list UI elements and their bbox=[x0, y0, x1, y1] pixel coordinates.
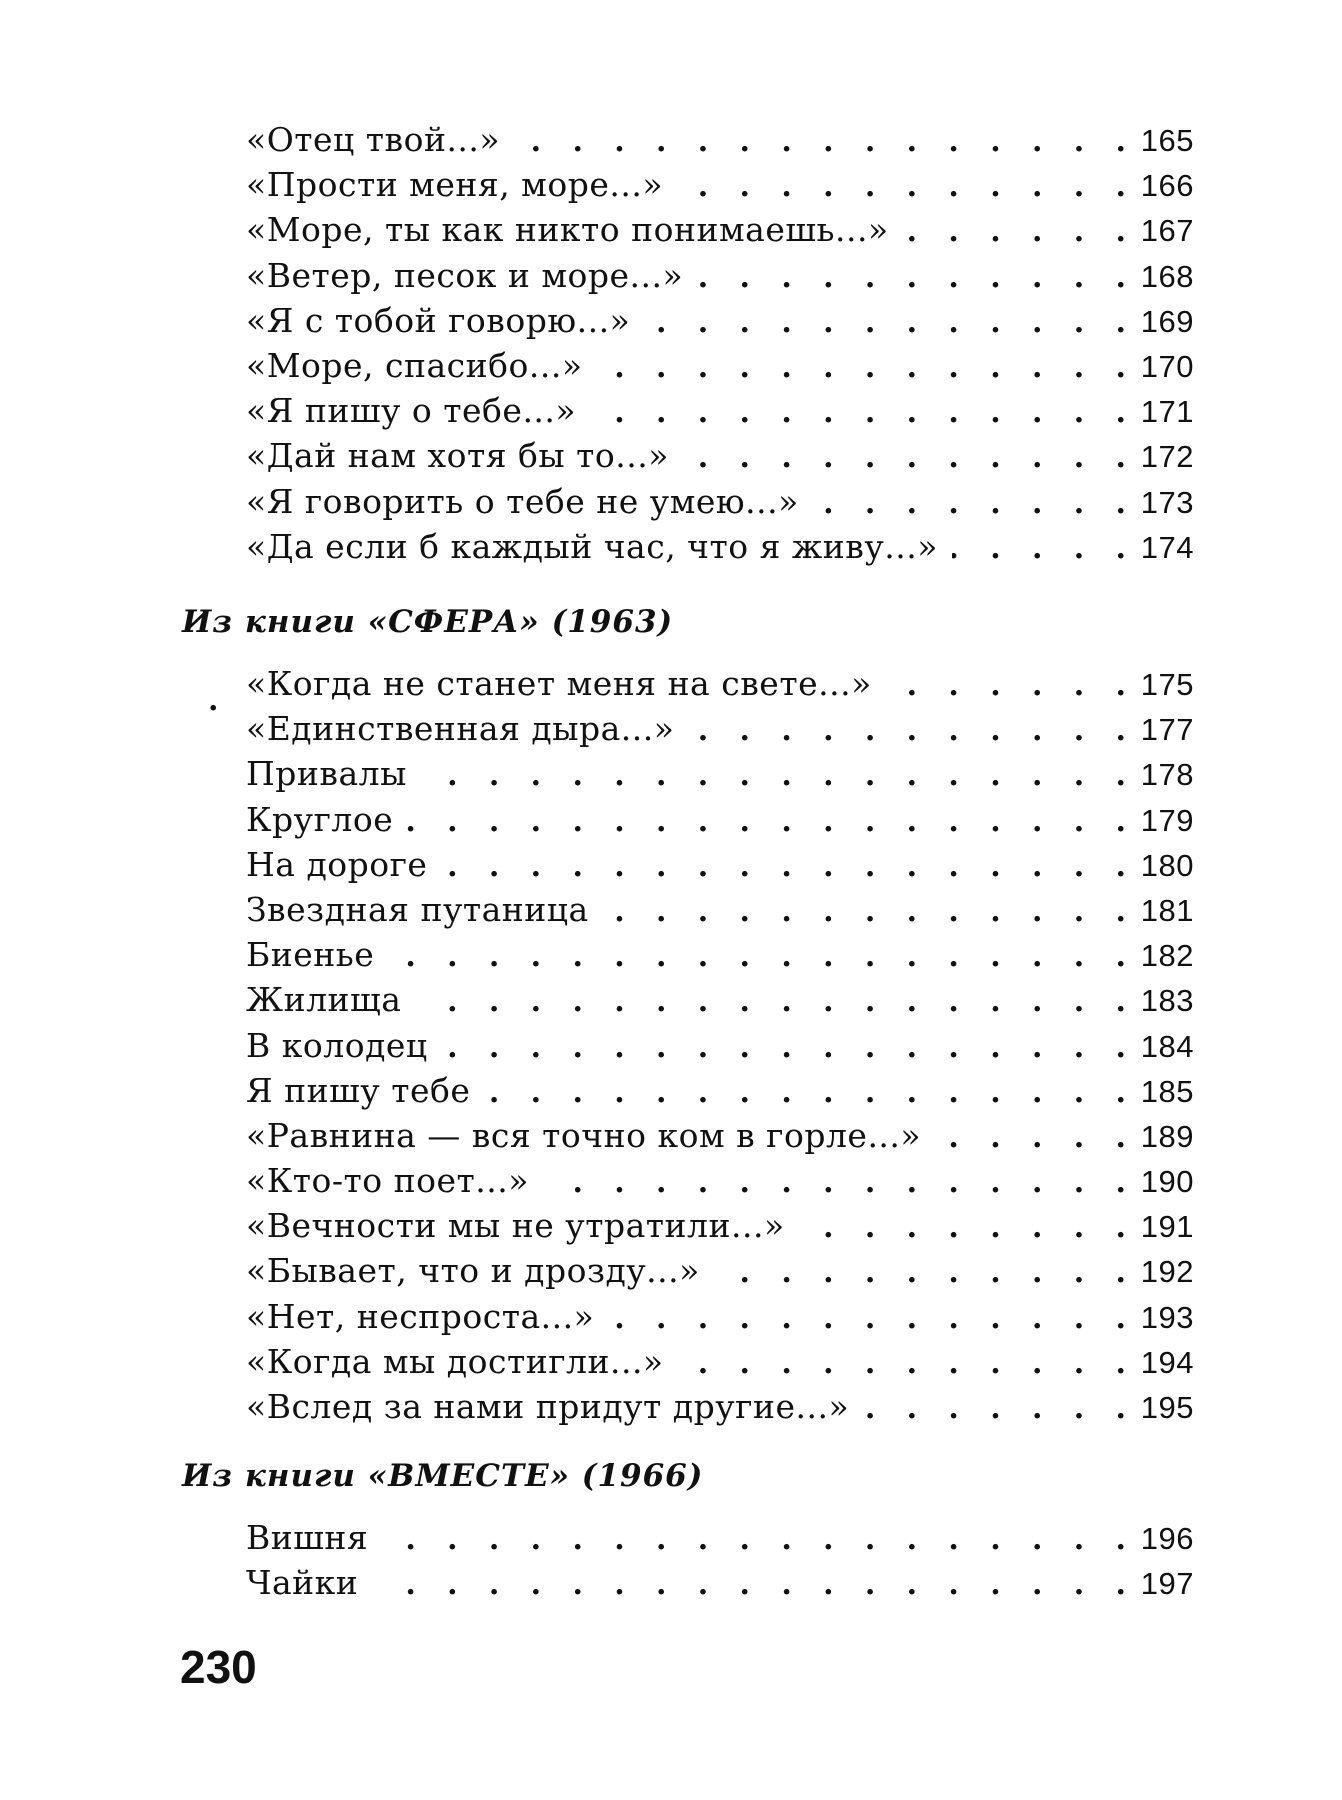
toc-entry-page: 189 bbox=[1140, 1118, 1194, 1154]
dot-leader bbox=[372, 1567, 1126, 1602]
dot-leader bbox=[514, 124, 1126, 159]
dot-leader bbox=[714, 1255, 1126, 1290]
dot-leader bbox=[935, 1120, 1126, 1155]
dot-leader bbox=[677, 169, 1126, 204]
toc-entry-page: 167 bbox=[1140, 213, 1194, 249]
toc-entry-title: На дороге bbox=[246, 844, 428, 884]
toc-entry-page: 179 bbox=[1140, 802, 1194, 838]
dot-leader bbox=[644, 305, 1126, 340]
toc-section-continuation bbox=[246, 120, 1194, 572]
toc-entry bbox=[246, 980, 1194, 1025]
toc-section-vmeste bbox=[246, 1518, 1194, 1608]
toc-entry-title: «Равнина — вся точно ком в горле...» bbox=[246, 1115, 922, 1155]
toc-entry-page: 178 bbox=[1140, 757, 1194, 793]
toc-entry bbox=[246, 664, 1194, 709]
toc-entry bbox=[246, 1251, 1194, 1296]
toc-entry-page: 193 bbox=[1140, 1299, 1194, 1335]
toc-entry-title: «Море, спасибо...» bbox=[246, 345, 583, 385]
toc-entry-title: «Вечности мы не утратили...» bbox=[246, 1206, 785, 1246]
dot-leader bbox=[597, 350, 1126, 385]
toc-entry-page: 177 bbox=[1140, 712, 1194, 748]
toc-entry-title: В колодец bbox=[246, 1025, 428, 1065]
toc-entry-title: «Бывает, что и дрозду...» bbox=[246, 1251, 700, 1291]
toc-entry bbox=[246, 1297, 1194, 1342]
toc-entry-page: 165 bbox=[1140, 123, 1194, 158]
dot-leader bbox=[382, 1522, 1126, 1557]
toc-entry-page: 169 bbox=[1140, 303, 1194, 339]
toc-entry-page: 183 bbox=[1140, 983, 1194, 1019]
toc-entry bbox=[246, 1116, 1194, 1161]
toc-entry-title: Чайки bbox=[246, 1563, 359, 1603]
dot-leader bbox=[441, 849, 1126, 884]
toc-entry-page: 185 bbox=[1140, 1073, 1194, 1109]
toc-entry-title: «Я говорить о тебе не умею...» bbox=[246, 481, 799, 521]
dot-leader bbox=[952, 531, 1126, 566]
dot-leader bbox=[683, 440, 1126, 475]
toc-entry bbox=[246, 165, 1194, 210]
toc-entry-page: 175 bbox=[1140, 667, 1194, 702]
toc-entry-title: «Да если б каждый час, что я живу...» bbox=[246, 526, 938, 566]
toc-entry-title: Биенье bbox=[246, 935, 375, 975]
toc-entry-title: «Я с тобой говорю...» bbox=[246, 300, 631, 340]
toc-entry-page: 171 bbox=[1140, 394, 1194, 430]
page-number: 230 bbox=[180, 1641, 257, 1693]
toc-entry bbox=[246, 256, 1194, 301]
toc-entry bbox=[246, 527, 1194, 572]
toc-entry-page: 170 bbox=[1140, 348, 1194, 384]
dot-leader bbox=[863, 1391, 1126, 1426]
dot-leader bbox=[415, 984, 1126, 1019]
toc-entry-title: «Когда не станет меня на свете...» bbox=[246, 664, 872, 703]
toc-entry bbox=[246, 391, 1194, 436]
toc-entry bbox=[246, 210, 1194, 255]
toc-entry bbox=[246, 1161, 1194, 1206]
toc-entry-page: 195 bbox=[1140, 1390, 1194, 1425]
toc-entry bbox=[246, 1026, 1194, 1071]
toc-entry bbox=[246, 1342, 1194, 1387]
toc-entry bbox=[246, 346, 1194, 391]
toc-entry-page: 172 bbox=[1140, 439, 1194, 475]
section-heading-vmeste: Из книги «ВМЕСТЕ» (1966) bbox=[182, 1458, 704, 1494]
dot-leader bbox=[697, 260, 1126, 295]
toc-entry-title: «Кто-то поет...» bbox=[246, 1161, 529, 1201]
toc-entry bbox=[246, 1563, 1194, 1608]
toc-entry bbox=[246, 120, 1194, 165]
dot-leader bbox=[678, 1346, 1126, 1381]
dot-leader bbox=[903, 214, 1126, 249]
toc-entry-title: «Нет, неспроста...» bbox=[246, 1296, 595, 1336]
dot-leader bbox=[484, 1075, 1126, 1110]
toc-entry-title: «Когда мы достигли...» bbox=[246, 1341, 664, 1381]
dot-leader bbox=[603, 894, 1126, 929]
toc-entry bbox=[246, 436, 1194, 481]
toc-entry bbox=[246, 1518, 1194, 1563]
toc-entry bbox=[246, 1387, 1194, 1432]
dot-leader bbox=[799, 1210, 1126, 1245]
dot-leader bbox=[421, 758, 1126, 793]
toc-entry-page: 182 bbox=[1140, 938, 1194, 974]
dot-leader bbox=[407, 804, 1126, 839]
toc-entry bbox=[246, 301, 1194, 346]
dot-leader bbox=[608, 1301, 1126, 1336]
toc-entry-page: 173 bbox=[1140, 484, 1194, 520]
stray-dot-mark: . bbox=[208, 683, 219, 718]
toc-entry-title: «Единственная дыра...» bbox=[246, 709, 675, 749]
toc-section-sfera bbox=[246, 664, 1194, 1432]
toc-entry-page: 174 bbox=[1140, 529, 1194, 565]
toc-entry-title: «Отец твой...» bbox=[246, 120, 501, 159]
toc-entry-page: 166 bbox=[1140, 168, 1194, 204]
toc-entry bbox=[246, 935, 1194, 980]
dot-leader bbox=[590, 395, 1126, 430]
toc-entry bbox=[246, 890, 1194, 935]
toc-entry bbox=[246, 1206, 1194, 1251]
toc-entry bbox=[246, 845, 1194, 890]
dot-leader bbox=[543, 1165, 1126, 1200]
toc-entry bbox=[246, 754, 1194, 799]
toc-entry-page: 180 bbox=[1140, 847, 1194, 883]
dot-leader bbox=[688, 713, 1126, 748]
toc-entry bbox=[246, 482, 1194, 527]
toc-entry-title: Вишня bbox=[246, 1518, 369, 1557]
toc-entry-page: 168 bbox=[1140, 258, 1194, 294]
dot-leader bbox=[388, 939, 1126, 974]
toc-entry bbox=[246, 800, 1194, 845]
toc-entry-page: 196 bbox=[1140, 1521, 1194, 1556]
dot-leader bbox=[442, 1030, 1126, 1065]
toc-entry-title: «Море, ты как никто понимаешь...» bbox=[246, 210, 889, 250]
toc-entry-title: Привалы bbox=[246, 754, 407, 794]
toc-entry-page: 192 bbox=[1140, 1254, 1194, 1290]
toc-entry-title: «Прости меня, море...» bbox=[246, 165, 664, 205]
toc-entry-title: «Ветер, песок и море...» bbox=[246, 255, 684, 295]
dot-leader bbox=[886, 668, 1126, 703]
toc-entry-page: 194 bbox=[1140, 1344, 1194, 1380]
toc-entry-title: Я пишу тебе bbox=[246, 1070, 471, 1110]
toc-entry-title: «Я пишу о тебе...» bbox=[246, 391, 577, 431]
toc-entry bbox=[246, 709, 1194, 754]
dot-leader bbox=[813, 486, 1126, 521]
toc-entry-page: 191 bbox=[1140, 1209, 1194, 1245]
section-heading-sfera: Из книги «СФЕРА» (1963) bbox=[182, 604, 674, 640]
toc-entry-page: 184 bbox=[1140, 1028, 1194, 1064]
toc-entry-title: Круглое bbox=[246, 799, 394, 839]
toc-entry bbox=[246, 1071, 1194, 1116]
toc-entry-title: Жилища bbox=[246, 980, 402, 1020]
toc-entry-title: Звездная путаница bbox=[246, 889, 589, 929]
toc-entry-title: «Дай нам хотя бы то...» bbox=[246, 436, 669, 476]
toc-entry-page: 181 bbox=[1140, 892, 1194, 928]
toc-entry-title: «Вслед за нами придут другие...» bbox=[246, 1387, 850, 1426]
toc-entry-page: 197 bbox=[1140, 1566, 1194, 1602]
toc-entry-page: 190 bbox=[1140, 1164, 1194, 1200]
